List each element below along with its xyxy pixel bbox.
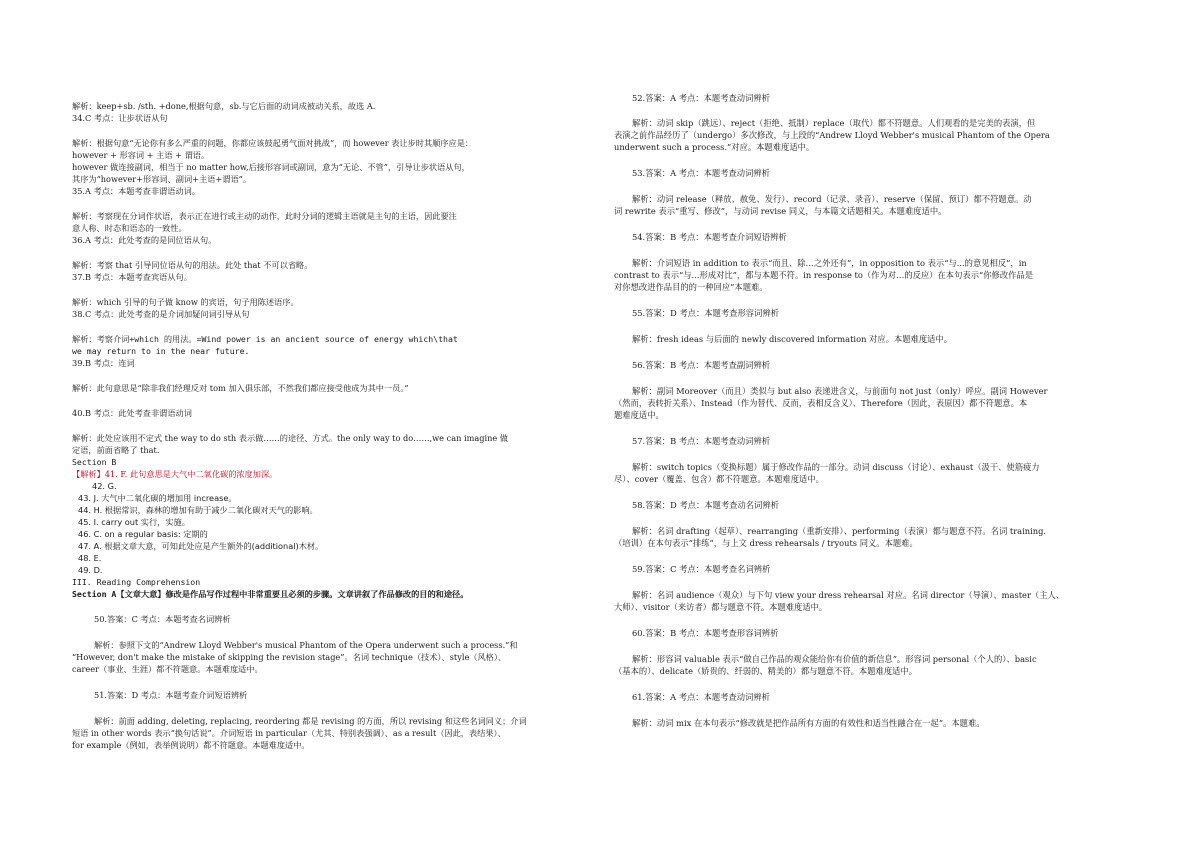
text-line: 58.答案：D 考点：本题考查动名词辨析	[632, 500, 779, 510]
text-line: 解析：副词 Moreover（而且）类似与 but also 表递进含义，与前面句 not just（only）呼应。副词 However	[632, 386, 1048, 396]
text-line: （培训）在本句表示“排练”，与上文 dress rehearsals / tryouts 同义。本题难。	[614, 538, 918, 548]
text-line: 36.A 考点：此处考查的是同位语从句。	[72, 235, 217, 245]
text-line: 词 rewrite 表示“重写、修改”，与动词 revise 同义，与本篇文话题相关。本题难度适中。	[614, 206, 947, 216]
text-line: 解析：此句意思是“除非我们经理反对 tom 加入俱乐部，不然我们都应接受他成为其中一员。”	[72, 383, 409, 393]
text-line: 表演之前作品经历了（undergo）多次修改，与上段的“Andrew Lloyd Webber's musical Phantom of the Opera	[614, 130, 1050, 140]
text-line: 59.答案：C 考点：本题考查名词辨析	[632, 564, 771, 574]
text-line: 60.答案：B 考点：本题考查形容词辨析	[632, 628, 779, 638]
text-line: 50.答案：C 考点：本题考查名词辨析	[94, 614, 231, 624]
text-line: “However, don't make the mistake of skipping the revision stage”。名词 technique（技术）、style（风格）、	[72, 652, 507, 662]
text-line: 解析：动词 mix 在本句表示“修改就是把作品所有方面的有效性和适当性融合在一起”。本题难。	[632, 718, 985, 728]
text-line: 解析：动词 skip（跳远）、reject（拒绝、抵制）replace（取代）都不符题意。人们观看的是完美的表演，但	[632, 118, 1036, 128]
text-line: 解析：which 引导的句子做 know 的宾语，句子用陈述语序。	[72, 297, 299, 307]
text-line: 解析：考察现在分词作状语，表示正在进行或主动的动作，此时分词的逻辑主语就是主句的主语，因此要注	[72, 211, 457, 221]
text-line: 短语 in other words 表示“换句话说”。介词短语 in particular（尤其、特别表强调）、as a result（因此，表结果）、	[72, 728, 506, 738]
text-line: 54.答案：B 考点：本题考查介词短语辨析	[632, 232, 787, 242]
text-line: 34.C 考点：让步状语从句	[72, 113, 168, 123]
text-line: 解析：此处应该用不定式 the way to do sth 表示做……的途径、方式。the only way to do……,we can imagine 做	[72, 433, 508, 443]
text-line: 53.答案：A 考点：本题考查动词辨析	[632, 168, 770, 178]
text-line: （然而，表转折关系）、Instead（作为替代、反而，表相反含义）、Therefore（因此，表原因）都不符题意。本	[614, 398, 1028, 408]
text-line: 39.B 考点：连词	[72, 358, 135, 368]
text-line: 解析：动词 release（释放、赦免、发行）、record（记录、录音）、reserve（保留、预订）都不符题意。动	[632, 194, 1032, 204]
text-line: 57.答案：B 考点：本题考查动词辨析	[632, 436, 771, 446]
text-line: （基本的）、delicate（娇贵的、纤弱的、精美的）都与题意不符。本题难度适中。	[614, 666, 918, 676]
text-line: 解析：前面 adding, deleting, replacing, reordering 都是 revising 的方面，所以 revising 和这些名词同义；介词	[94, 716, 527, 726]
text-line: Section B	[72, 457, 117, 467]
text-line: 解析：考察介词+which 的用法。=Wind power is an ancient source of energy which\that	[72, 334, 458, 344]
text-line: 定语，前面省略了 that.	[72, 445, 160, 455]
text-line: 尽）、cover（覆盖、包含）都不符题意。本题难度适中。	[614, 474, 824, 484]
text-line: 37.B 考点：本题考查宾语从句。	[72, 272, 192, 282]
text-line: career（事业、生涯）都不符题意。本题难度适中。	[72, 664, 263, 674]
text-line: 43. J. 大气中二氧化碳的增加用 increase。	[78, 493, 237, 503]
text-line: however + 形容词 + 主语 + 谓语。	[72, 150, 210, 160]
text-line: however 做连接副词，相当于 no matter how,后接形容词或副词，意为“无论、不管”，引导让步状语从句，	[72, 162, 470, 172]
text-line: 解析：fresh ideas 与后面的 newly discovered information 对应。本题难度适中。	[632, 334, 953, 344]
text-line: contrast to 表示“与...形成对比”，都与本题不符。in response to（作为对…的反应）在本句表示“你修改作品是	[614, 270, 1034, 280]
text-line: 44. H. 根据常识，森林的增加有助于减少二氧化碳对天气的影响。	[78, 505, 318, 515]
text-line: 解析：根据句意“无论你有多么严重的问题，你都应该鼓起勇气面对挑战”，而 however 表让步时其顺序应是：	[72, 138, 474, 148]
text-line: 38.C 考点：此处考查的是介词加疑问词引导从句	[72, 309, 250, 319]
text-line: 解析：名词 audience（观众）与下句 view your dress rehearsal 对应。名词 director（导演）、master（主人、	[632, 590, 1065, 600]
text-line: we may return to in the near future.	[72, 346, 250, 356]
text-line: 48. E.	[78, 553, 102, 563]
text-line: for example（例如，表举例说明）都不符题意。本题难度适中。	[72, 740, 310, 750]
text-line: 解析：考察 that 引导同位语从句的用法。此处 that 不可以省略。	[72, 260, 313, 270]
text-line: 【解析】41. F. 此句意思是大气中二氧化碳的浓度加深。	[72, 469, 278, 479]
text-line: 47. A. 根据文章大意，可知此处应是产生额外的(additional)木材。	[78, 541, 324, 551]
text-line: 45. I. carry out 实行，实施。	[78, 517, 190, 527]
text-line: 大师）、visitor（来访者）都与题意不符。本题难度适中。	[614, 602, 828, 612]
text-line: Section A【文章大意】修改是作品写作过程中非常重要且必须的步骤。文章讲叙了作品修改的目的和途径。	[72, 589, 469, 599]
text-line: 40.B 考点：此处考查非谓语动词	[72, 408, 192, 418]
text-line: 对你想改进作品目的的一种回应”本题难。	[614, 282, 768, 292]
text-line: 其序为“however+形容词、副词+主语+谓语”。	[72, 174, 252, 184]
text-line: 49. D.	[78, 565, 103, 575]
text-line: 51.答案：D 考点：本题考查介词短语辨析	[94, 690, 248, 700]
text-line: 解析：形容词 valuable 表示“做自己作品的观众能给你有价值的新信息”。形容词 personal（个人的）、basic	[632, 654, 1037, 664]
text-line: 解析：switch topics（变换标题）属于修改作品的一部分。动词 discuss（讨论）、exhaust（汲干、使筋疲力	[632, 462, 1040, 472]
text-line: 61.答案：A 考点：本题考查动词辨析	[632, 692, 770, 702]
text-line: 意人称、时态和语态的一致性。	[72, 223, 187, 233]
text-line: 35.A 考点：本题考查非谓语动词。	[72, 186, 200, 196]
text-line: underwent such a process.”对应。本题难度适中。	[614, 142, 815, 152]
text-line: 42. G.	[92, 481, 117, 491]
text-line: 56.答案：B 考点：本题考查副词辨析	[632, 360, 771, 370]
text-line: 46. C. on a regular basis: 定期的	[78, 529, 208, 539]
text-line: 55.答案：D 考点：本题考查形容词辨析	[632, 308, 779, 318]
text-line: III. Reading Comprehension	[72, 577, 201, 587]
text-line: 解析：介词短语 in addition to 表示“而且、除…之外还有”，in opposition to 表示“与...的意见相反”，in	[632, 258, 1027, 268]
text-line: 解析：keep+sb. /sth. +done,根据句意，sb.与它后面的动词成被动关系，故选 A.	[72, 101, 376, 111]
text-line: 解析：名词 drafting（起草）、rearranging（重新安排）、performing（表演）都与题意不符。名词 training.	[632, 526, 1047, 536]
text-line: 52.答案：A 考点：本题考查动词辨析	[632, 93, 770, 103]
text-line: 解析：参照下文的“Andrew Lloyd Webber's musical Phantom of the Opera underwent such a process.”和	[94, 640, 518, 650]
text-line: 题难度适中。	[614, 410, 664, 420]
